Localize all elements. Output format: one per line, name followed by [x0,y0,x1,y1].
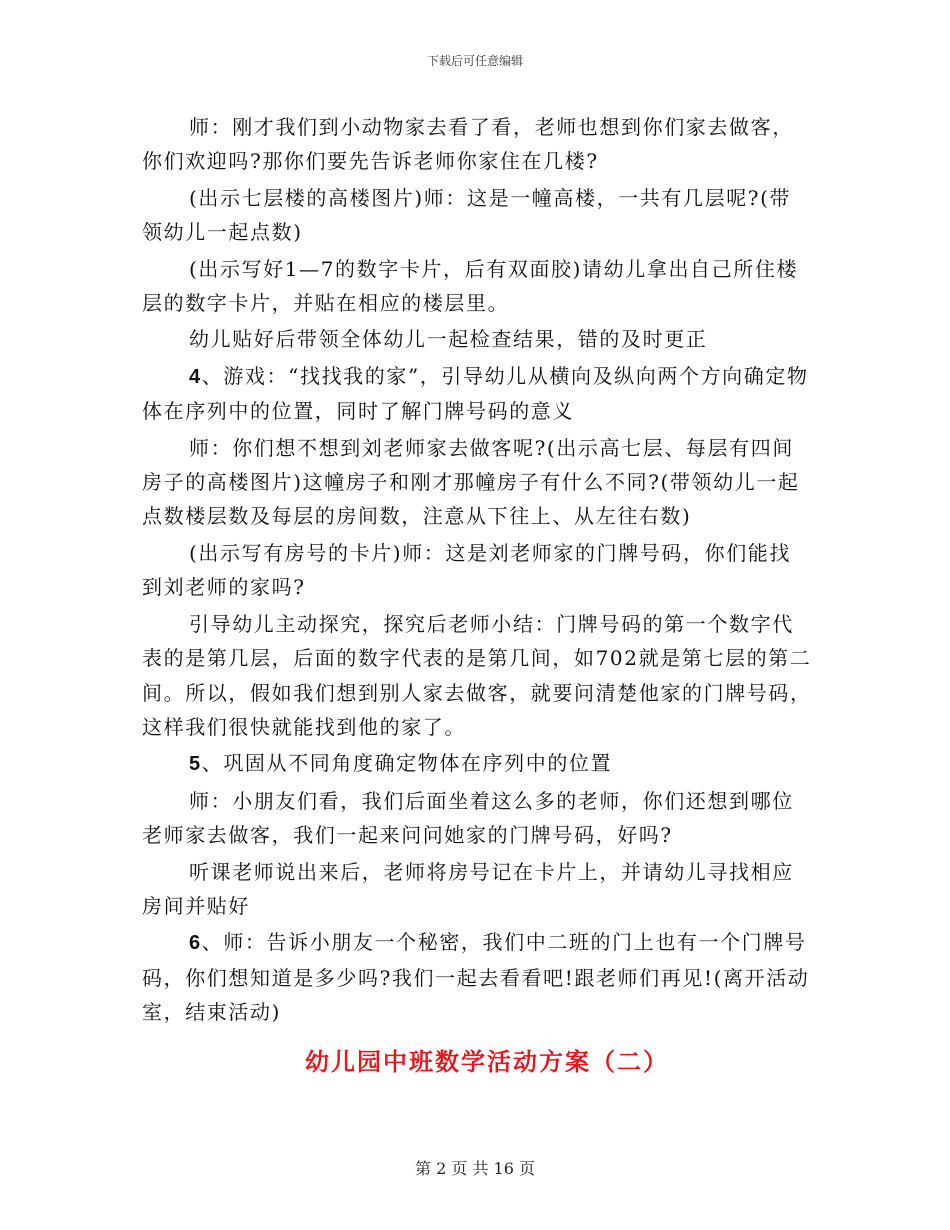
paragraph-8 [142,607,812,745]
paragraph-7 [142,536,812,605]
page-header: 下载后可任意编辑 [426,54,523,68]
step-number: 4 [189,365,202,388]
section-title: 幼儿园中班数学活动方案（二） [305,1046,669,1076]
paragraph-text: (出示写有房号的卡片)师：这是刘老师家的门牌号码，你们能找到刘老师的家吗? [142,540,792,600]
paragraph-text: (出示七层楼的高楼图片)师：这是一幢高楼，一共有几层呢?(带领幼儿一起点数) [142,185,792,245]
paragraph-text: 师：小朋友们看，我们后面坐着这么多的老师，你们还想到哪位老师家去做客，我们一起来问问她家的门牌号码，好吗? [142,788,794,848]
step-4-heading [142,359,812,429]
page-footer: 第 2 页 共 16 页 [415,1159,535,1178]
paragraph-2 [142,181,812,250]
paragraph-11 [142,855,812,924]
document-body [142,110,812,1077]
paragraph-text: 、师：告诉小朋友一个秘密，我们中二班的门上也有一个门牌号码，你们想知道是多少吗?我们一起去看看吧!跟老师们再见!(离开活动室，结束活动) [142,930,810,1025]
paragraph-3 [142,252,812,321]
paragraph-text: (出示写好1—7的数字卡片，后有双面胶)请幼儿拿出自己所住楼层的数字卡片，并贴在相应的楼层里。 [142,256,799,316]
paragraph-text: 师：刚才我们到小动物家去看了看，老师也想到你们家去做客，你们欢迎吗?那你们要先告诉老师你家住在几楼? [142,115,794,174]
paragraph-text: 幼儿贴好后带领全体幼儿一起检查结果，错的及时更正 [189,327,708,352]
paragraph-10 [142,784,812,853]
paragraph-6 [142,431,812,534]
paragraph-text: 、巩固从不同角度确定物体在序列中的位置 [201,751,613,776]
paragraph-text: 引导幼儿主动探究，探究后老师小结：门牌号码的第一个数字代表的是第几层，后面的数字代表的是第几间，如702就是第七层的第二间。所以，假如我们想到别人家去做客，就要问清楚他家的门牌号码，这样我们很快就能找到他的家了。 [142,611,812,739]
paragraph-text: 师：你们想不想到刘老师家去做客呢?(出示高七层、每层有四间房子的高楼图片)这幢房子和刚才那幢房子有什么不同?(带领幼儿一起点数楼层数及每层的房间数，注意从下往上、从左往右数) [142,435,800,529]
paragraph-1 [142,110,812,179]
step-6-heading [142,925,812,1029]
paragraph-text: 、游戏：“找找我的家”，引导幼儿从横向及纵向两个方向确定物体在序列中的位置，同时了解门牌号码的意义 [142,363,809,424]
paragraph-4 [142,322,812,356]
step-number: 6 [189,932,202,955]
step-number: 5 [189,753,202,776]
paragraph-text: 听课老师说出来后，老师将房号记在卡片上，并请幼儿寻找相应房间并贴好 [142,859,794,918]
step-5-heading [142,746,812,781]
